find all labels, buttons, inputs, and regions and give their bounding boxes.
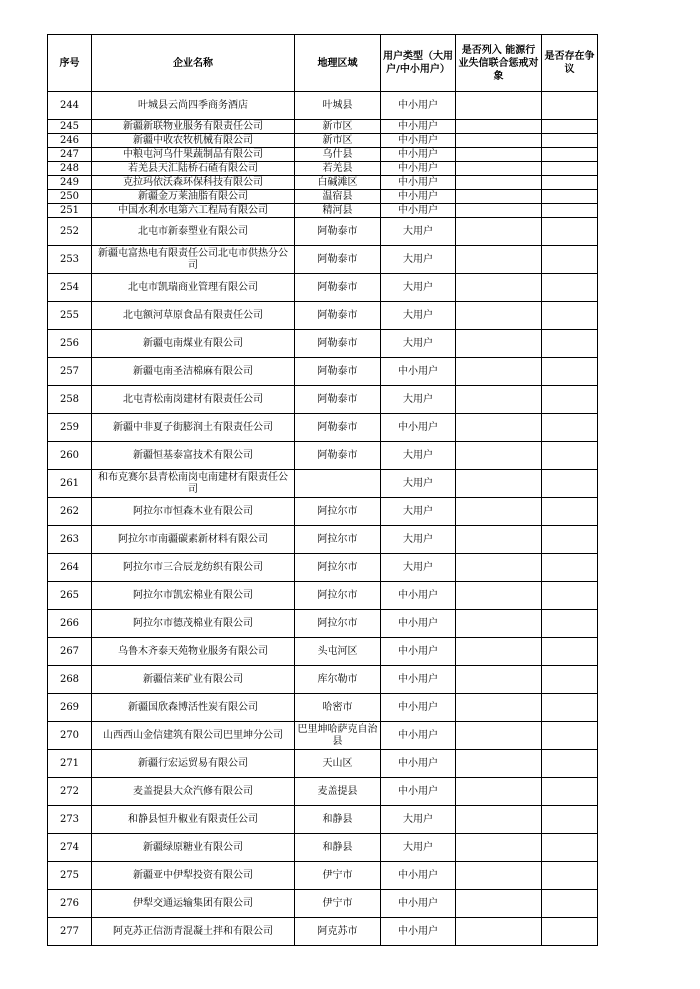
cell-company-name: 和静县恒升椒业有限责任公司 <box>92 806 295 834</box>
cell-region: 哈密市 <box>295 694 381 722</box>
cell-serial-number: 259 <box>48 414 92 442</box>
cell-user-type: 大用户 <box>381 442 456 470</box>
cell-user-type: 中小用户 <box>381 778 456 806</box>
cell-serial-number: 245 <box>48 120 92 134</box>
cell-dispute <box>542 862 598 890</box>
cell-region: 库尔勒市 <box>295 666 381 694</box>
cell-serial-number: 274 <box>48 834 92 862</box>
cell-user-type: 中小用户 <box>381 862 456 890</box>
cell-region: 阿勒泰市 <box>295 274 381 302</box>
cell-company-name: 叶城县云尚四季商务酒店 <box>92 92 295 120</box>
cell-dispute <box>542 694 598 722</box>
cell-user-type: 中小用户 <box>381 638 456 666</box>
cell-dispute <box>542 470 598 498</box>
table-row <box>48 134 598 148</box>
table-row <box>48 498 598 526</box>
cell-serial-number: 271 <box>48 750 92 778</box>
cell-user-type: 中小用户 <box>381 890 456 918</box>
cell-blacklisted <box>456 92 542 120</box>
table-row <box>48 526 598 554</box>
table-row <box>48 302 598 330</box>
cell-user-type: 中小用户 <box>381 610 456 638</box>
cell-dispute <box>542 666 598 694</box>
cell-user-type: 中小用户 <box>381 694 456 722</box>
header-company-name: 企业名称 <box>92 35 295 92</box>
table-row <box>48 806 598 834</box>
table-row <box>48 92 598 120</box>
cell-serial-number: 269 <box>48 694 92 722</box>
table-row <box>48 722 598 750</box>
cell-dispute <box>542 162 598 176</box>
table-row <box>48 582 598 610</box>
cell-company-name: 新疆屯南圣洁棉麻有限公司 <box>92 358 295 386</box>
cell-serial-number: 268 <box>48 666 92 694</box>
cell-serial-number: 261 <box>48 470 92 498</box>
cell-dispute <box>542 722 598 750</box>
cell-blacklisted <box>456 610 542 638</box>
table-row <box>48 890 598 918</box>
cell-dispute <box>542 610 598 638</box>
cell-blacklisted <box>456 330 542 358</box>
cell-blacklisted <box>456 386 542 414</box>
cell-company-name: 新疆信莱矿业有限公司 <box>92 666 295 694</box>
cell-serial-number: 264 <box>48 554 92 582</box>
cell-region: 乌什县 <box>295 148 381 162</box>
cell-blacklisted <box>456 176 542 190</box>
cell-blacklisted <box>456 414 542 442</box>
cell-user-type: 中小用户 <box>381 204 456 218</box>
table-row <box>48 120 598 134</box>
cell-company-name: 北屯青松南岗建材有限责任公司 <box>92 386 295 414</box>
cell-serial-number: 275 <box>48 862 92 890</box>
cell-company-name: 新疆行宏运贸易有限公司 <box>92 750 295 778</box>
cell-user-type: 大用户 <box>381 526 456 554</box>
cell-company-name: 新疆金万莱油脂有限公司 <box>92 190 295 204</box>
cell-region: 阿拉尔市 <box>295 582 381 610</box>
table-row <box>48 246 598 274</box>
cell-user-type: 大用户 <box>381 470 456 498</box>
cell-region: 新市区 <box>295 120 381 134</box>
table-row <box>48 218 598 246</box>
cell-dispute <box>542 778 598 806</box>
cell-blacklisted <box>456 204 542 218</box>
cell-dispute <box>542 526 598 554</box>
cell-blacklisted <box>456 694 542 722</box>
cell-region: 阿勒泰市 <box>295 358 381 386</box>
table-row <box>48 148 598 162</box>
table-row <box>48 330 598 358</box>
cell-dispute <box>542 554 598 582</box>
cell-user-type: 中小用户 <box>381 750 456 778</box>
cell-company-name: 阿拉尔市南疆碳素新材料有限公司 <box>92 526 295 554</box>
cell-blacklisted <box>456 526 542 554</box>
cell-serial-number: 262 <box>48 498 92 526</box>
cell-user-type: 大用户 <box>381 302 456 330</box>
cell-company-name: 新疆屯富热电有限责任公司北屯市供热分公司 <box>92 246 295 274</box>
cell-company-name: 阿拉尔市凯宏棉业有限公司 <box>92 582 295 610</box>
cell-region: 阿勒泰市 <box>295 386 381 414</box>
table-row <box>48 694 598 722</box>
cell-blacklisted <box>456 750 542 778</box>
cell-blacklisted <box>456 834 542 862</box>
cell-company-name: 新疆中收农牧机械有限公司 <box>92 134 295 148</box>
cell-blacklisted <box>456 218 542 246</box>
cell-user-type: 中小用户 <box>381 722 456 750</box>
table-row <box>48 470 598 498</box>
table-row <box>48 190 598 204</box>
cell-dispute <box>542 750 598 778</box>
cell-dispute <box>542 302 598 330</box>
cell-user-type: 中小用户 <box>381 162 456 176</box>
cell-company-name: 新疆亚中伊犁投资有限公司 <box>92 862 295 890</box>
cell-serial-number: 251 <box>48 204 92 218</box>
cell-serial-number: 247 <box>48 148 92 162</box>
cell-blacklisted <box>456 806 542 834</box>
cell-blacklisted <box>456 302 542 330</box>
cell-blacklisted <box>456 498 542 526</box>
cell-region: 阿拉尔市 <box>295 526 381 554</box>
cell-dispute <box>542 246 598 274</box>
cell-user-type: 中小用户 <box>381 918 456 946</box>
table-row <box>48 638 598 666</box>
table-row <box>48 204 598 218</box>
cell-blacklisted <box>456 918 542 946</box>
cell-blacklisted <box>456 638 542 666</box>
cell-serial-number: 249 <box>48 176 92 190</box>
cell-region: 阿拉尔市 <box>295 498 381 526</box>
cell-company-name: 阿拉尔市恒森木业有限公司 <box>92 498 295 526</box>
table-row <box>48 750 598 778</box>
cell-dispute <box>542 134 598 148</box>
cell-blacklisted <box>456 722 542 750</box>
table-row <box>48 834 598 862</box>
table-row <box>48 386 598 414</box>
cell-region: 阿勒泰市 <box>295 414 381 442</box>
cell-company-name: 新疆恒基泰富技术有限公司 <box>92 442 295 470</box>
header-serial-number: 序号 <box>48 35 92 92</box>
cell-dispute <box>542 442 598 470</box>
cell-user-type: 中小用户 <box>381 414 456 442</box>
cell-dispute <box>542 218 598 246</box>
cell-serial-number: 277 <box>48 918 92 946</box>
cell-dispute <box>542 918 598 946</box>
cell-user-type: 大用户 <box>381 246 456 274</box>
cell-user-type: 中小用户 <box>381 120 456 134</box>
cell-company-name: 新疆屯南煤业有限公司 <box>92 330 295 358</box>
cell-region: 白碱滩区 <box>295 176 381 190</box>
cell-blacklisted <box>456 582 542 610</box>
cell-dispute <box>542 358 598 386</box>
cell-region: 温宿县 <box>295 190 381 204</box>
table-row <box>48 666 598 694</box>
cell-company-name: 北屯市凯瑞商业管理有限公司 <box>92 274 295 302</box>
table-row <box>48 274 598 302</box>
cell-blacklisted <box>456 666 542 694</box>
cell-serial-number: 250 <box>48 190 92 204</box>
cell-company-name: 新疆国欣森博活性炭有限公司 <box>92 694 295 722</box>
cell-region: 阿勒泰市 <box>295 442 381 470</box>
cell-user-type: 大用户 <box>381 386 456 414</box>
cell-user-type: 中小用户 <box>381 582 456 610</box>
cell-region: 阿勒泰市 <box>295 246 381 274</box>
cell-blacklisted <box>456 778 542 806</box>
cell-user-type: 中小用户 <box>381 92 456 120</box>
cell-company-name: 乌鲁木齐泰天苑物业服务有限公司 <box>92 638 295 666</box>
cell-user-type: 大用户 <box>381 218 456 246</box>
cell-company-name: 新疆绿原糖业有限公司 <box>92 834 295 862</box>
cell-company-name: 阿拉尔市德茂棉业有限公司 <box>92 610 295 638</box>
cell-company-name: 和布克赛尔县青松南岗屯南建材有限责任公司 <box>92 470 295 498</box>
cell-blacklisted <box>456 358 542 386</box>
cell-region: 新市区 <box>295 134 381 148</box>
cell-blacklisted <box>456 862 542 890</box>
cell-region: 精河县 <box>295 204 381 218</box>
cell-serial-number: 254 <box>48 274 92 302</box>
cell-region: 和静县 <box>295 806 381 834</box>
cell-region: 伊宁市 <box>295 890 381 918</box>
cell-company-name: 克拉玛依沃森环保科技有限公司 <box>92 176 295 190</box>
cell-user-type: 大用户 <box>381 330 456 358</box>
cell-serial-number: 255 <box>48 302 92 330</box>
cell-serial-number: 248 <box>48 162 92 176</box>
cell-blacklisted <box>456 162 542 176</box>
cell-dispute <box>542 274 598 302</box>
cell-dispute <box>542 176 598 190</box>
cell-region: 伊宁市 <box>295 862 381 890</box>
cell-serial-number: 263 <box>48 526 92 554</box>
cell-dispute <box>542 806 598 834</box>
cell-user-type: 大用户 <box>381 806 456 834</box>
cell-region: 天山区 <box>295 750 381 778</box>
cell-blacklisted <box>456 442 542 470</box>
table-row <box>48 162 598 176</box>
header-blacklisted: 是否列入 能源行业失信联合惩戒对象 <box>456 35 542 92</box>
cell-region <box>295 470 381 498</box>
table-row <box>48 554 598 582</box>
cell-user-type: 大用户 <box>381 834 456 862</box>
cell-dispute <box>542 582 598 610</box>
cell-serial-number: 266 <box>48 610 92 638</box>
cell-dispute <box>542 386 598 414</box>
table-row <box>48 610 598 638</box>
cell-serial-number: 270 <box>48 722 92 750</box>
table-row <box>48 778 598 806</box>
cell-dispute <box>542 120 598 134</box>
enterprise-table <box>47 34 598 946</box>
cell-dispute <box>542 330 598 358</box>
cell-region: 叶城县 <box>295 92 381 120</box>
cell-serial-number: 260 <box>48 442 92 470</box>
cell-company-name: 伊犁交通运输集团有限公司 <box>92 890 295 918</box>
cell-serial-number: 244 <box>48 92 92 120</box>
cell-region: 头屯河区 <box>295 638 381 666</box>
table-row <box>48 442 598 470</box>
cell-dispute <box>542 190 598 204</box>
cell-region: 和静县 <box>295 834 381 862</box>
cell-company-name: 若羌县天汇陆桥石碴有限公司 <box>92 162 295 176</box>
cell-user-type: 中小用户 <box>381 176 456 190</box>
cell-dispute <box>542 148 598 162</box>
cell-serial-number: 267 <box>48 638 92 666</box>
cell-company-name: 新疆新联物业服务有限责任公司 <box>92 120 295 134</box>
cell-company-name: 中粮屯河乌什果蔬制品有限公司 <box>92 148 295 162</box>
cell-region: 若羌县 <box>295 162 381 176</box>
cell-region: 阿克苏市 <box>295 918 381 946</box>
cell-blacklisted <box>456 190 542 204</box>
table-row <box>48 176 598 190</box>
cell-company-name: 山西西山金信建筑有限公司巴里坤分公司 <box>92 722 295 750</box>
cell-blacklisted <box>456 274 542 302</box>
cell-serial-number: 276 <box>48 890 92 918</box>
cell-user-type: 中小用户 <box>381 148 456 162</box>
cell-region: 阿勒泰市 <box>295 218 381 246</box>
cell-user-type: 中小用户 <box>381 190 456 204</box>
cell-user-type: 中小用户 <box>381 134 456 148</box>
table-row <box>48 918 598 946</box>
cell-serial-number: 252 <box>48 218 92 246</box>
cell-dispute <box>542 204 598 218</box>
cell-serial-number: 246 <box>48 134 92 148</box>
cell-blacklisted <box>456 470 542 498</box>
cell-dispute <box>542 638 598 666</box>
cell-region: 麦盖提县 <box>295 778 381 806</box>
cell-dispute <box>542 890 598 918</box>
cell-serial-number: 257 <box>48 358 92 386</box>
cell-blacklisted <box>456 134 542 148</box>
cell-company-name: 中国水利水电第六工程局有限公司 <box>92 204 295 218</box>
cell-user-type: 中小用户 <box>381 358 456 386</box>
cell-company-name: 北屯市新泰塑业有限公司 <box>92 218 295 246</box>
cell-dispute <box>542 92 598 120</box>
table-row <box>48 414 598 442</box>
header-dispute: 是否存在争议 <box>542 35 598 92</box>
cell-serial-number: 253 <box>48 246 92 274</box>
cell-company-name: 新疆中非夏子街膨润土有限责任公司 <box>92 414 295 442</box>
cell-user-type: 大用户 <box>381 498 456 526</box>
cell-blacklisted <box>456 554 542 582</box>
cell-blacklisted <box>456 120 542 134</box>
cell-region: 巴里坤哈萨克自治县 <box>295 722 381 750</box>
cell-blacklisted <box>456 148 542 162</box>
cell-region: 阿拉尔市 <box>295 554 381 582</box>
cell-company-name: 北屯额河草原食品有限责任公司 <box>92 302 295 330</box>
cell-user-type: 中小用户 <box>381 666 456 694</box>
cell-region: 阿勒泰市 <box>295 330 381 358</box>
header-region: 地理区域 <box>295 35 381 92</box>
cell-blacklisted <box>456 890 542 918</box>
cell-company-name: 麦盖提县大众汽修有限公司 <box>92 778 295 806</box>
cell-dispute <box>542 498 598 526</box>
header-user-type: 用户类型（大用户/中小用户） <box>381 35 456 92</box>
cell-blacklisted <box>456 246 542 274</box>
cell-serial-number: 265 <box>48 582 92 610</box>
cell-region: 阿勒泰市 <box>295 302 381 330</box>
cell-user-type: 大用户 <box>381 274 456 302</box>
cell-dispute <box>542 834 598 862</box>
cell-serial-number: 272 <box>48 778 92 806</box>
cell-serial-number: 273 <box>48 806 92 834</box>
cell-serial-number: 256 <box>48 330 92 358</box>
cell-company-name: 阿拉尔市三合辰龙纺织有限公司 <box>92 554 295 582</box>
table-row <box>48 358 598 386</box>
cell-dispute <box>542 414 598 442</box>
table-body <box>48 92 598 946</box>
cell-serial-number: 258 <box>48 386 92 414</box>
cell-company-name: 阿克苏正信沥青混凝土拌和有限公司 <box>92 918 295 946</box>
cell-region: 阿拉尔市 <box>295 610 381 638</box>
table-header-row <box>48 35 598 92</box>
table-row <box>48 862 598 890</box>
cell-user-type: 大用户 <box>381 554 456 582</box>
